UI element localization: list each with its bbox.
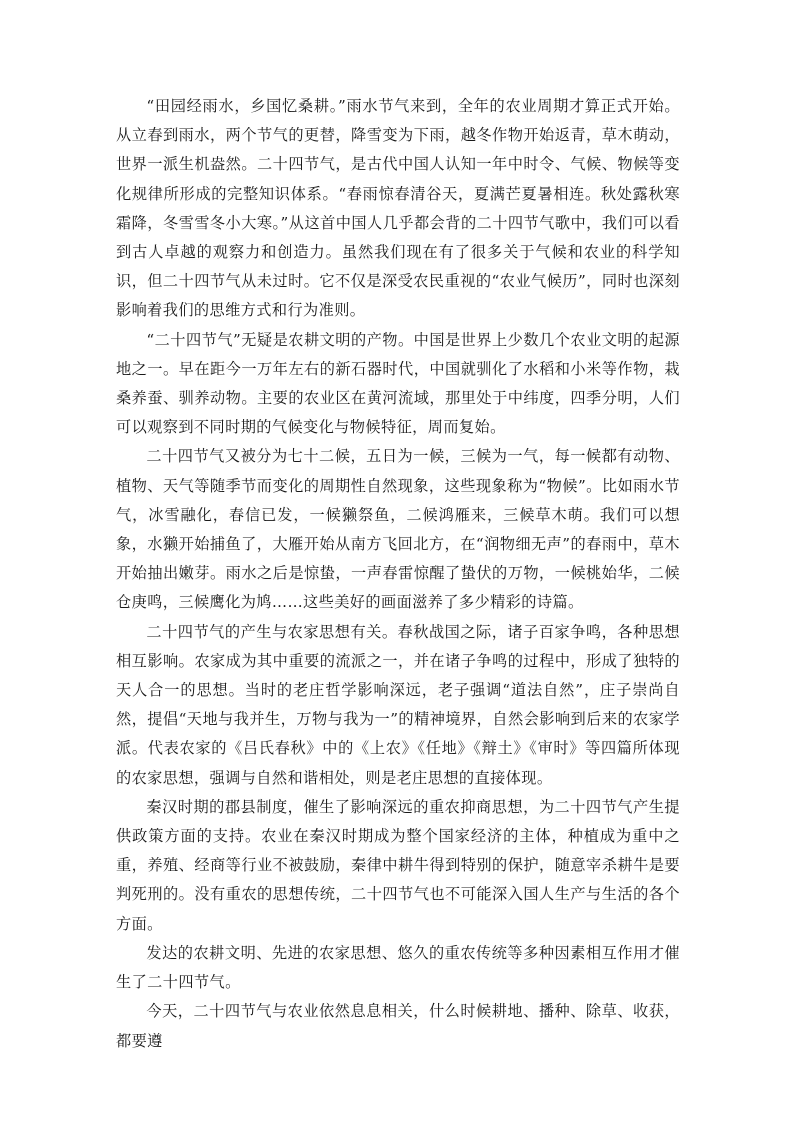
paragraph-farming-civilization: “二十四节气”无疑是农耕文明的产物。中国是世界上少数几个农业文明的起源地之一。早在距今一万年左右的新石器时代，中国就驯化了水稻和小米等作物，栽桑养蚕、驯养动物。主要的农业区在黄河流域，那里处于中纬度，四季分明，人们可以观察到不同时期的气候变化与物候特征，周而复始。 [116, 330, 680, 437]
document-body [116, 92, 680, 1056]
paragraph-qin-han-policy: 秦汉时期的郡县制度，催生了影响深远的重农抑商思想，为二十四节气产生提供政策方面的支持。农业在秦汉时期成为整个国家经济的主体，种植成为重中之重，养殖、经商等行业不被鼓励，秦律中耕牛得到特别的保护，随意宰杀耕牛是要判死刑的。没有重农的思想传统，二十四节气也不可能深入国人生产与生活的各个方面。 [116, 797, 680, 933]
paragraph-seventy-two-pentads: 二十四节气又被分为七十二候，五日为一候，三候为一气，每一候都有动物、植物、天气等随季节而变化的周期性自然现象，这些现象称为“物候”。比如雨水节气，冰雪融化，春信已发，一候獭祭鱼，二候鸿雁来，三候草木萌。我们可以想象，水獭开始捕鱼了，大雁开始从南方飞回北方，在“润物细无声”的春雨中，草木开始抽出嫩芽。雨水之后是惊蛰，一声春雷惊醒了蛰伏的万物，一候桃始华，二候仓庚鸣，三候鹰化为鸠……这些美好的画面滋养了多少精彩的诗篇。 [116, 447, 680, 612]
paragraph-rain-solar-term: “田园经雨水，乡国忆桑耕。”雨水节气来到，全年的农业周期才算正式开始。从立春到雨水，两个节气的更替，降雪变为下雨，越冬作物开始返青，草木萌动，世界一派生机盎然。二十四节气，是古代中国人认知一年中时令、气候、物候等变化规律所形成的完整知识体系。“春雨惊春清谷天，夏满芒夏暑相连。秋处露秋寒霜降，冬雪雪冬小大寒。”从这首中国人几乎都会背的二十四节气歌中，我们可以看到古人卓越的观察力和创造力。虽然我们现在有了很多关于气候和农业的科学知识，但二十四节气从未过时。它不仅是深受农民重视的“农业气候历”，同时也深刻影响着我们的思维方式和行为准则。 [116, 97, 680, 320]
paragraph-today: 今天，二十四节气与农业依然息息相关，什么时候耕地、播种、除草、收获，都要遵 [116, 1002, 680, 1050]
paragraph-summary: 发达的农耕文明、先进的农家思想、悠久的重农传统等多种因素相互作用才催生了二十四节气。 [116, 943, 680, 992]
paragraph-agriculturalist-thought: 二十四节气的产生与农家思想有关。春秋战国之际，诸子百家争鸣，各种思想相互影响。农家成为其中重要的流派之一，并在诸子争鸣的过程中，形成了独特的天人合一的思想。当时的老庄哲学影响深远，老子强调“道法自然”，庄子崇尚自然，提倡“天地与我并生，万物与我为一”的精神境界，自然会影响到后来的农家学派。代表农家的《吕氏春秋》中的《上农》《任地》《辩土》《审时》等四篇所体现的农家思想，强调与自然和谐相处，则是老庄思想的直接体现。 [116, 622, 680, 787]
